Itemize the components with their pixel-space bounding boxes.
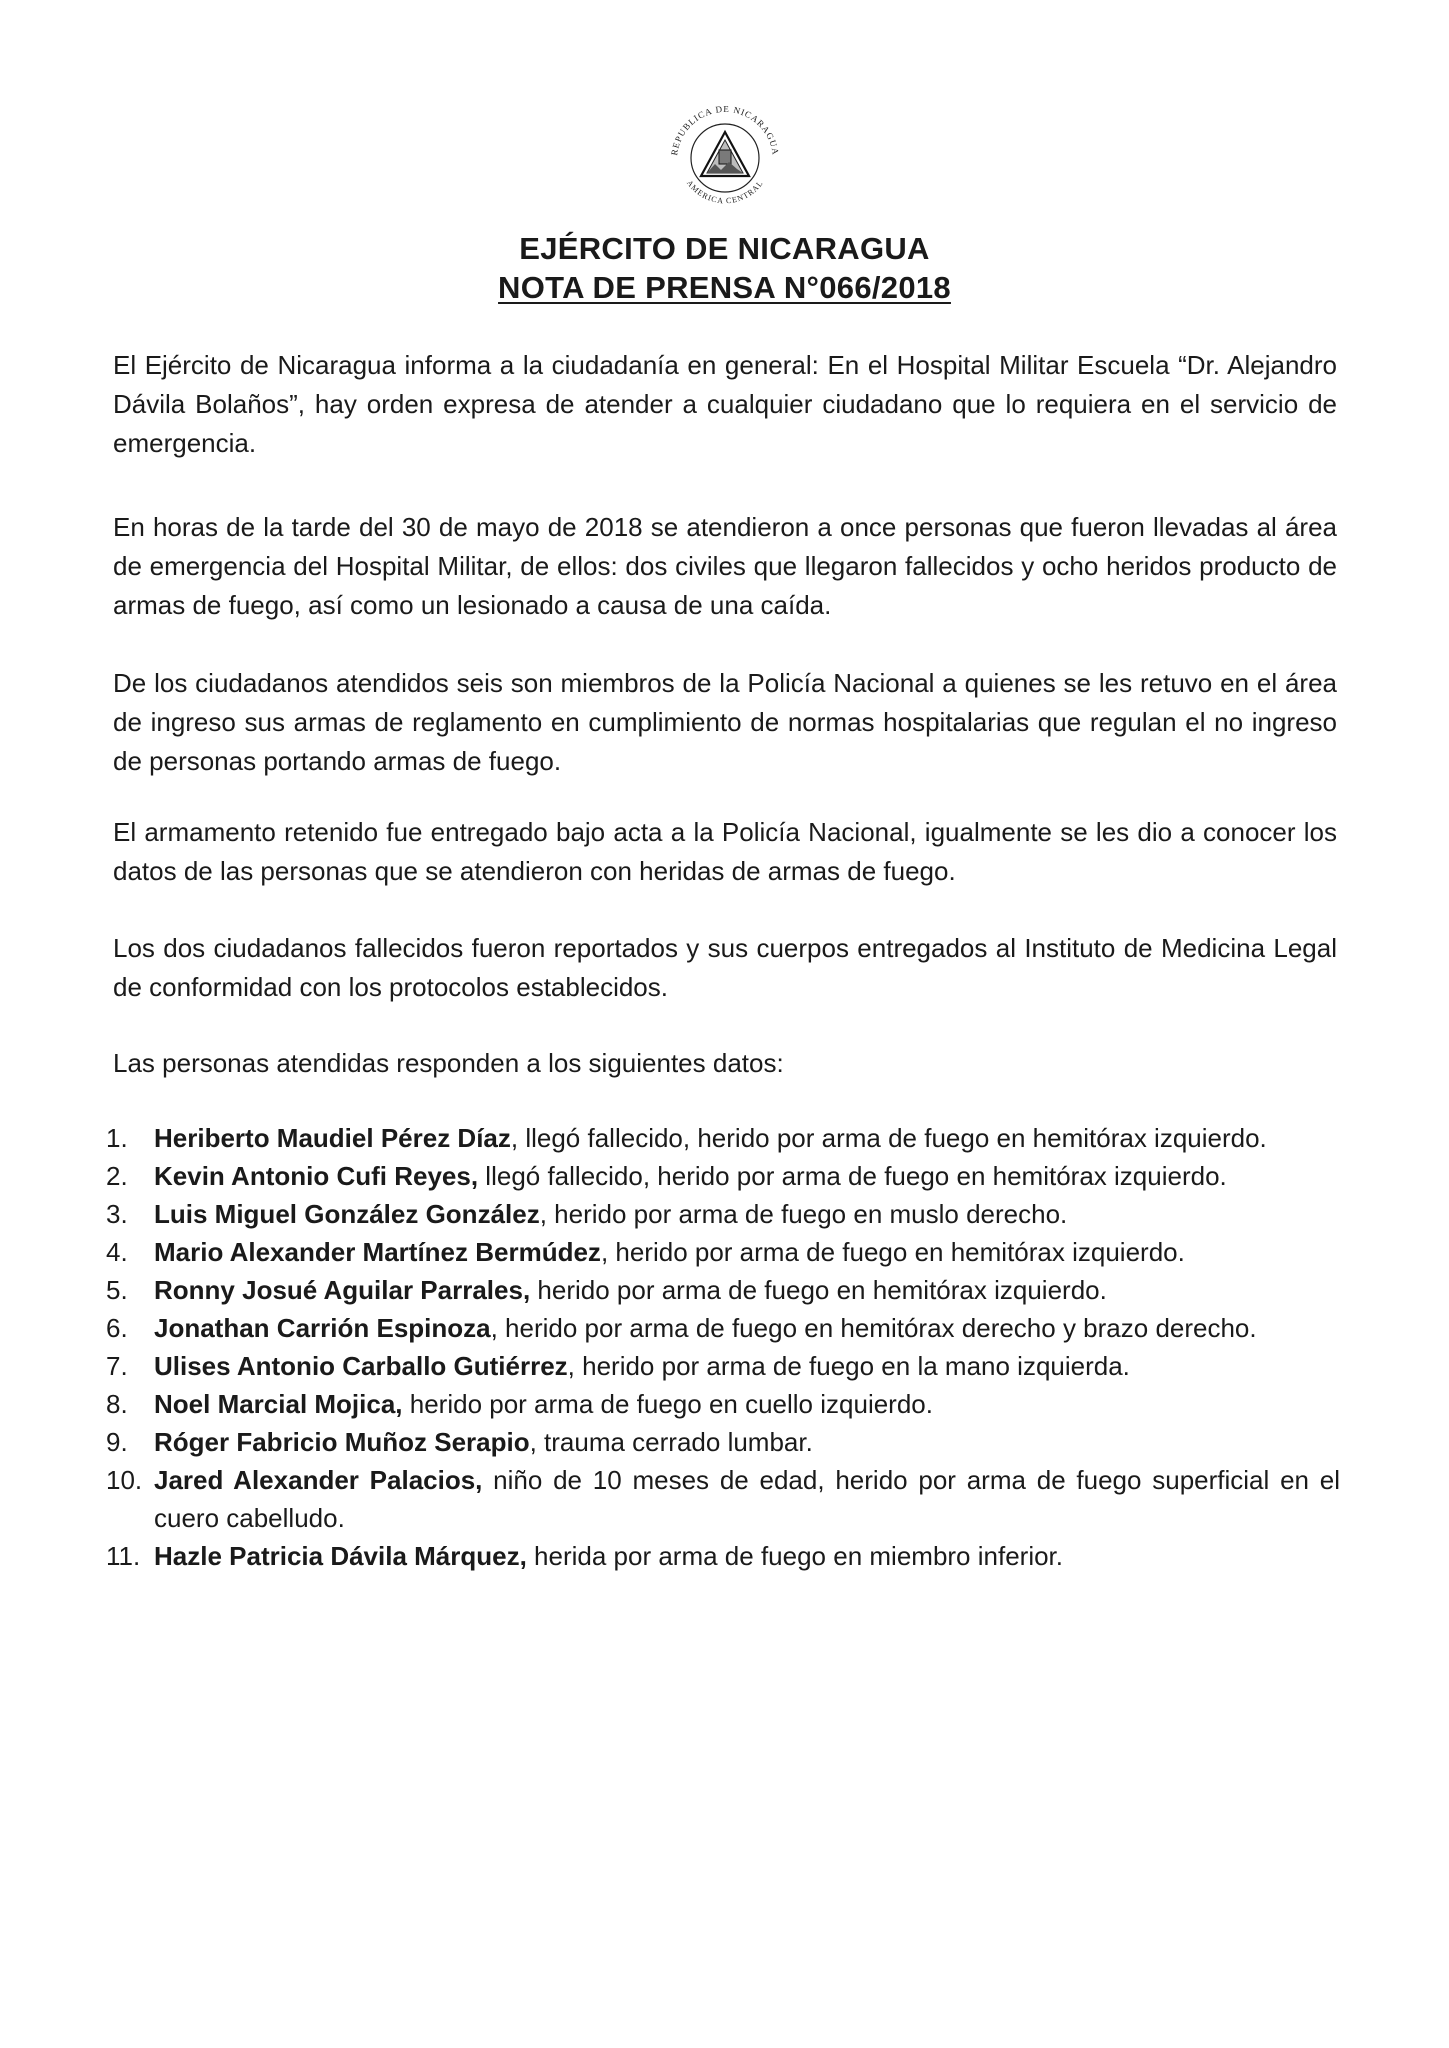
person-name: Mario Alexander Martínez Bermúdez (154, 1237, 601, 1267)
person-name: Heriberto Maudiel Pérez Díaz (154, 1123, 511, 1153)
list-item (106, 1271, 1340, 1309)
seal-top-text: REPUBLICA DE NICARAGUA (669, 103, 781, 157)
list-number: 2. (106, 1161, 128, 1191)
list-number: 11. (106, 1541, 141, 1571)
person-detail: , trauma cerrado lumbar. (529, 1427, 813, 1457)
list-number: 7. (106, 1351, 128, 1381)
list-number: 10. (106, 1465, 143, 1495)
paragraph-4: El armamento retenido fue entregado bajo acta a la Policía Nacional, igualmente se les dio a conocer los datos de las personas que se atendieron con heridas de armas de fuego. (113, 817, 1337, 886)
list-number: 3. (106, 1199, 128, 1229)
list-item (106, 1423, 1340, 1461)
person-name: Jonathan Carrión Espinoza (154, 1313, 491, 1343)
list-item (106, 1537, 1340, 1575)
person-detail: herido por arma de fuego en cuello izquierdo. (402, 1389, 933, 1419)
person-name: Ulises Antonio Carballo Gutiérrez (154, 1351, 568, 1381)
person-detail: niño de 10 meses de edad, herido por arma de fuego superficial en el cuero cabelludo. (154, 1465, 1340, 1533)
person-detail: , herido por arma de fuego en muslo derecho. (539, 1199, 1068, 1229)
list-number: 1. (106, 1123, 128, 1153)
paragraph-2: En horas de la tarde del 30 de mayo de 2018 se atendieron a once personas que fueron llevadas al área de emergencia del Hospital Militar, de ellos: dos civiles que llegaron fallecidos y ocho heridos producto de armas de fuego, así como un lesionado a causa de una caída. (113, 512, 1337, 620)
person-name: Ronny Josué Aguilar Parrales, (154, 1275, 531, 1305)
seal-bottom-text: AMERICA CENTRAL (684, 178, 766, 206)
person-detail: , herido por arma de fuego en hemitórax izquierdo. (600, 1237, 1185, 1267)
paragraph-6: Las personas atendidas responden a los siguientes datos: (113, 1048, 784, 1078)
list-item (106, 1233, 1340, 1271)
list-item (106, 1347, 1340, 1385)
document-title: EJÉRCITO DE NICARAGUA (519, 231, 930, 266)
list-item (106, 1157, 1340, 1195)
list-item (106, 1385, 1340, 1423)
list-number: 5. (106, 1275, 128, 1305)
list-item (106, 1119, 1340, 1157)
nicaragua-seal-icon (645, 88, 805, 218)
person-name: Noel Marcial Mojica, (154, 1389, 403, 1419)
list-item (106, 1461, 1340, 1537)
list-item (106, 1309, 1340, 1347)
person-detail: , herido por arma de fuego en la mano izquierda. (567, 1351, 1130, 1381)
paragraph-5: Los dos ciudadanos fallecidos fueron reportados y sus cuerpos entregados al Instituto de Medicina Legal de conformidad con los protocolos establecidos. (113, 933, 1337, 1002)
list-number: 9. (106, 1427, 128, 1457)
list-number: 4. (106, 1237, 128, 1267)
list-item (106, 1195, 1340, 1233)
person-detail: , herido por arma de fuego en hemitórax derecho y brazo derecho. (490, 1313, 1257, 1343)
person-detail: herido por arma de fuego en hemitórax izquierdo. (530, 1275, 1107, 1305)
person-detail: , llegó fallecido, herido por arma de fuego en hemitórax izquierdo. (510, 1123, 1267, 1153)
person-name: Luis Miguel González González (154, 1199, 540, 1229)
paragraph-1: El Ejército de Nicaragua informa a la ciudadanía en general: En el Hospital Militar Escuela “Dr. Alejandro Dávila Bolaños”, hay orden expresa de atender a cualquier ciudadano que lo requiera en el servicio de emergencia. (113, 350, 1337, 458)
person-name: Róger Fabricio Muñoz Serapio (154, 1427, 530, 1457)
person-name: Kevin Antonio Cufi Reyes, (154, 1161, 479, 1191)
person-detail: llegó fallecido, herido por arma de fuego en hemitórax izquierdo. (478, 1161, 1227, 1191)
person-name: Hazle Patricia Dávila Márquez, (154, 1541, 527, 1571)
person-detail: herida por arma de fuego en miembro inferior. (526, 1541, 1064, 1571)
paragraph-3: De los ciudadanos atendidos seis son miembros de la Policía Nacional a quienes se les retuvo en el área de ingreso sus armas de reglamento en cumplimiento de normas hospitalarias que regulan el no ingreso de personas portando armas de fuego. (113, 668, 1337, 776)
person-name: Jared Alexander Palacios, (154, 1465, 483, 1495)
persons-list (106, 1119, 1340, 1575)
list-number: 8. (106, 1389, 128, 1419)
press-release-number: NOTA DE PRENSA N°066/2018 (498, 270, 951, 305)
list-number: 6. (106, 1313, 128, 1343)
